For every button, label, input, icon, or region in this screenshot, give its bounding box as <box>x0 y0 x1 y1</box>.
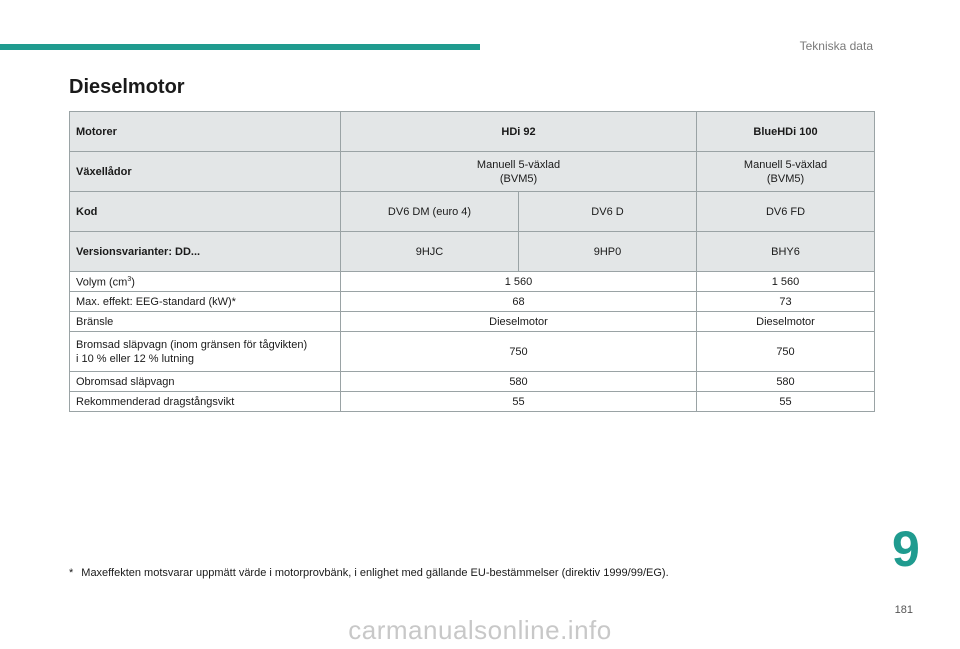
footnote <box>69 567 669 579</box>
label-sup: 3 <box>127 276 132 284</box>
row-label: Kod <box>70 192 341 232</box>
row-label: Rekommenderad dragstångsvikt <box>70 392 341 412</box>
row-label <box>70 272 341 292</box>
table-cell: 1 560 <box>697 272 875 292</box>
row-label: Versionsvarianter: DD... <box>70 232 341 272</box>
table-cell: 580 <box>697 372 875 392</box>
label-text: ) <box>131 276 135 289</box>
row-label: Motorer <box>70 112 341 152</box>
table-row <box>70 152 875 192</box>
table-row <box>70 232 875 272</box>
table-row <box>70 272 875 292</box>
table-cell: 1 560 <box>341 272 697 292</box>
cell-line: Manuell 5-växlad <box>476 158 561 171</box>
row-label: Bränsle <box>70 312 341 332</box>
label-line: Bromsad släpvagn (inom gränsen för tågvikten) <box>76 338 308 351</box>
table-cell: 73 <box>697 292 875 312</box>
table-cell: DV6 FD <box>697 192 875 232</box>
table-cell: 68 <box>341 292 697 312</box>
row-label: Växellådor <box>70 152 341 192</box>
table-cell: Dieselmotor <box>341 312 697 332</box>
table-row <box>70 312 875 332</box>
chapter-number: 9 <box>892 521 920 577</box>
table-cell: DV6 D <box>519 192 697 232</box>
table-cell: BHY6 <box>697 232 875 272</box>
top-accent-bar <box>0 44 480 50</box>
table-cell: 9HP0 <box>519 232 697 272</box>
table-cell: 750 <box>341 332 697 372</box>
table-row <box>70 192 875 232</box>
table-row <box>70 112 875 152</box>
table-cell: 55 <box>697 392 875 412</box>
table-cell: 580 <box>341 372 697 392</box>
label-line: i 10 % eller 12 % lutning <box>76 352 195 365</box>
section-name: Tekniska data <box>799 39 873 53</box>
table-cell <box>341 152 697 192</box>
page-number: 181 <box>894 604 913 616</box>
table-cell: 750 <box>697 332 875 372</box>
table-cell <box>697 152 875 192</box>
table-row <box>70 372 875 392</box>
cell-line: Manuell 5-växlad <box>743 158 828 171</box>
page-title: Dieselmotor <box>69 76 185 98</box>
label-text: Volym (cm <box>76 276 128 289</box>
watermark: carmanualsonline.info <box>348 615 612 645</box>
table-cell: Dieselmotor <box>697 312 875 332</box>
row-label <box>70 332 341 372</box>
row-label: Obromsad släpvagn <box>70 372 341 392</box>
table-row <box>70 392 875 412</box>
footnote-marker: * <box>69 567 74 579</box>
engine-spec-table <box>69 111 875 412</box>
cell-line: (BVM5) <box>499 172 538 185</box>
table-cell: BlueHDi 100 <box>697 112 875 152</box>
footnote-text: Maxeffekten motsvarar uppmätt värde i motorprovbänk, i enlighet med gällande EU-bestämmelser (direktiv 1999/99/EG). <box>81 567 669 579</box>
table-cell: 55 <box>341 392 697 412</box>
table-cell: 9HJC <box>341 232 519 272</box>
table-row <box>70 332 875 372</box>
table-row <box>70 292 875 312</box>
row-label: Max. effekt: EEG-standard (kW)* <box>70 292 341 312</box>
table-cell: DV6 DM (euro 4) <box>341 192 519 232</box>
table-cell: HDi 92 <box>341 112 697 152</box>
cell-line: (BVM5) <box>766 172 805 185</box>
